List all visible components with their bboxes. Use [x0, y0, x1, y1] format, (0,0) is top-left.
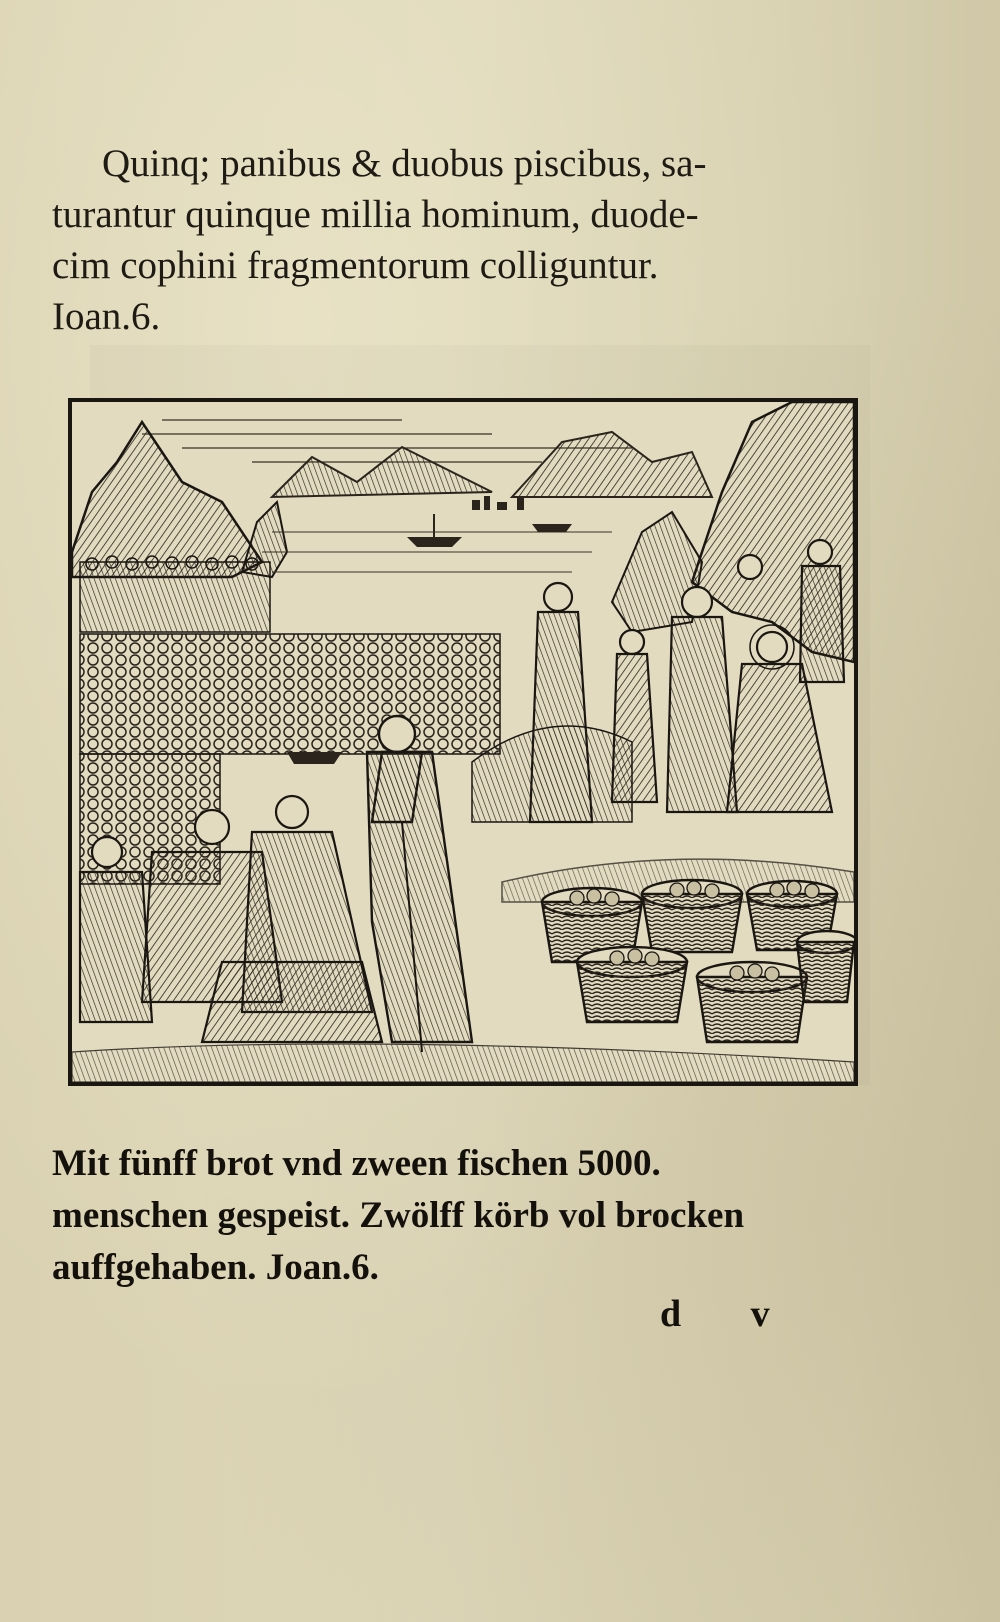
german-caption-line: auffgehaben. Joan.6.: [52, 1247, 379, 1288]
latin-caption-line: turantur quinque millia hominum, duode-: [52, 193, 699, 236]
german-caption-line: Mit fünff brot vnd zween fischen 5000.: [52, 1143, 661, 1184]
signature-mark: d v: [660, 1293, 800, 1335]
latin-caption: [52, 138, 912, 342]
woodcut-feeding-of-the-five-thousand-icon: [72, 402, 854, 1082]
latin-caption-line: Ioan.6.: [52, 295, 161, 338]
latin-caption-line: Quinq; panibus & duobus piscibus, sa-: [102, 142, 707, 185]
german-caption: [52, 1138, 932, 1294]
woodcut-illustration: [68, 398, 858, 1086]
latin-caption-line: cim cophini fragmentorum colliguntur.: [52, 244, 659, 287]
german-caption-line: menschen gespeist. Zwölff körb vol brocken: [52, 1195, 745, 1236]
